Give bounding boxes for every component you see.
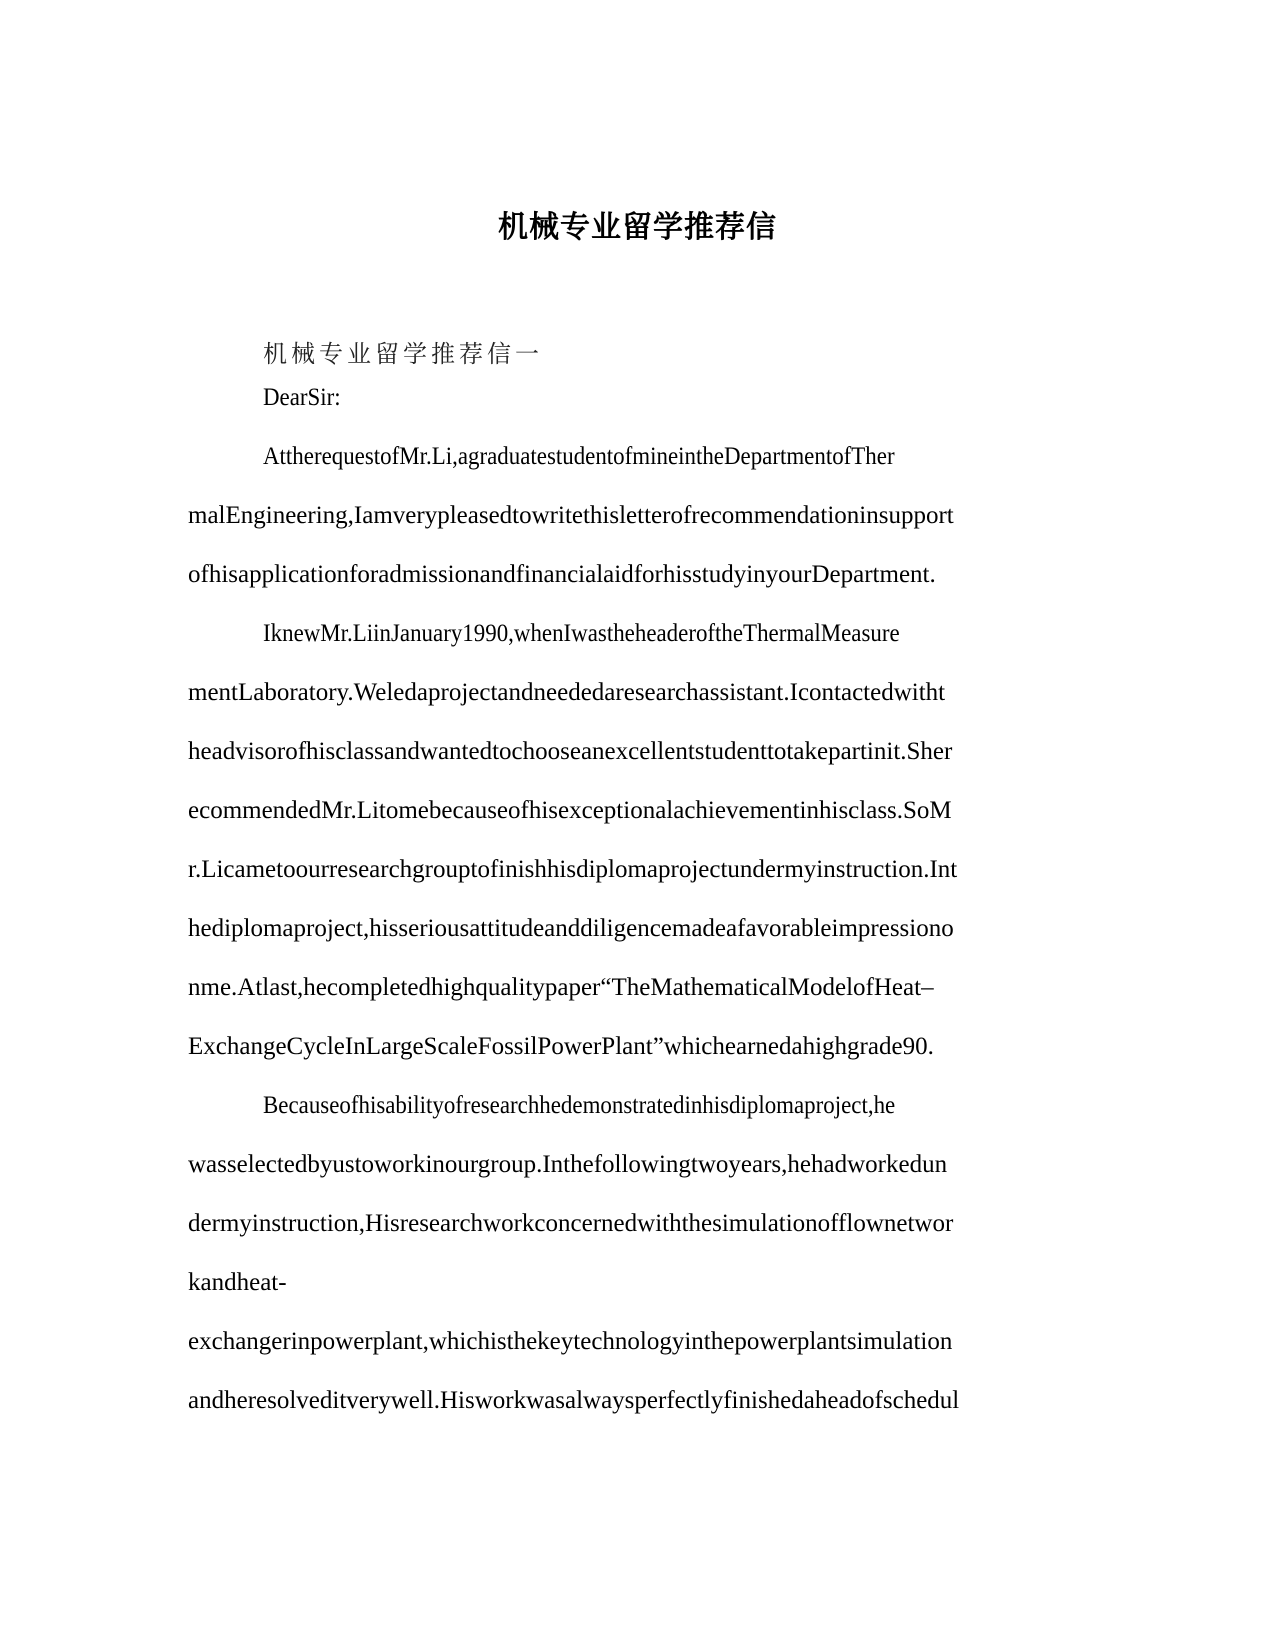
body-line: hediplomaproject,hisseriousattitudeanddiligencemadeafavorableimpressiono [188,915,954,942]
document-title: 机械专业留学推荐信 [498,210,777,245]
body-line: r.Licametoourresearchgrouptofinishhisdiplomaprojectundermyinstruction.Int [188,856,958,883]
body-line: ecommendedMr.Litomebecauseofhisexceptionalachievementinhisclass.SoM [188,797,952,824]
body-line: dermyinstruction,Hisresearchworkconcernedwiththesimulationofflownetwor [188,1210,954,1237]
body-line: nme.Atlast,hecompletedhighqualitypaper“TheMathematicalModelofHeat– [188,974,934,1001]
body-line: mentLaboratory.Weledaprojectandneededaresearchassistant.Icontactedwitht [188,679,946,706]
body-line: Becauseofhisabilityofresearchhedemonstratedinhisdiplomaproject,he [263,1092,896,1119]
body-line: ofhisapplicationforadmissionandfinancialaidforhisstudyinyourDepartment. [188,561,936,588]
body-line: exchangerinpowerplant,whichisthekeytechnologyinthepowerplantsimulation [188,1328,953,1355]
body-line: andheresolveditverywell.Hisworkwasalwaysperfectlyfinishedaheadofschedul [188,1387,960,1414]
body-line: kandheat- [188,1269,287,1296]
body-line: wasselectedbyustoworkinourgroup.Inthefollowingtwoyears,hehadworkedun [188,1151,948,1178]
salutation: DearSir: [263,384,341,411]
body-line: IknewMr.LiinJanuary1990,whenIwastheheaderoftheThermalMeasure [263,620,900,647]
body-line: malEngineering,Iamverypleasedtowritethisletterofrecommendationinsupport [188,502,954,529]
body-line: AttherequestofMr.Li,agraduatestudentofmineintheDepartmentofTher [263,443,895,470]
body-line: headvisorofhisclassandwantedtochooseanexcellentstudenttotakepartinit.Sher [188,738,953,765]
section-heading: 机械专业留学推荐信一 [263,340,543,368]
body-line: ExchangeCycleInLargeScaleFossilPowerPlant”whichearnedahighgrade90. [188,1033,934,1060]
